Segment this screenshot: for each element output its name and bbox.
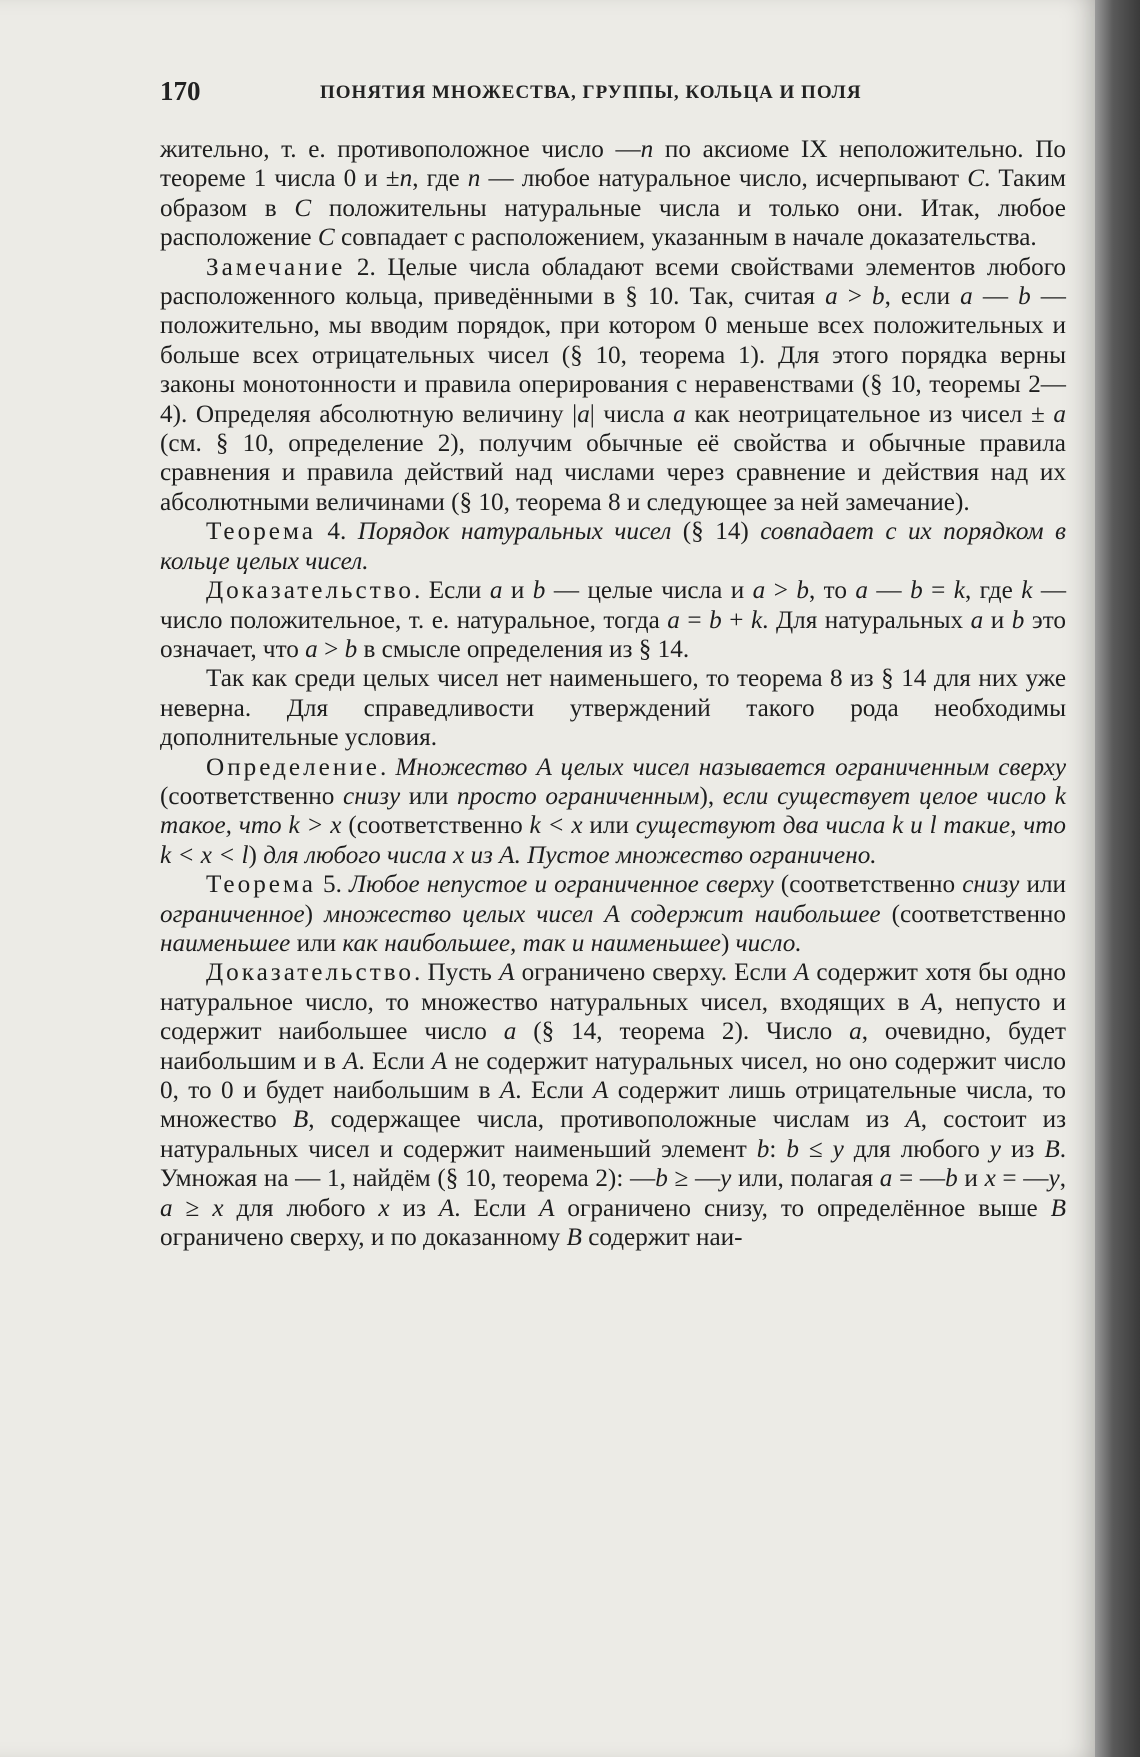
italic-run: k: [1021, 577, 1033, 605]
text-run: 5.: [315, 871, 350, 899]
text-run: из: [1000, 1135, 1045, 1163]
text-run: Так как среди целых чисел нет наименьшего, то теорема 8 из § 14 для них уже неверна. Для справедливости утверждений такого рода необходимы дополнительные условия.: [160, 665, 1066, 752]
italic-run: a: [503, 1018, 517, 1046]
text-run: содержит хотя бы одно натуральное число, то множество натуральных чисел, входящих в: [160, 959, 1066, 1016]
text-run: (§ 14): [671, 518, 761, 546]
text-run: (§ 14, теорема 2). Число: [516, 1018, 850, 1046]
italic-run: b: [1011, 606, 1025, 634]
italic-run: a: [160, 1194, 173, 1222]
text-run: — число положительное, т. е. натуральное, тогда: [160, 577, 1067, 634]
text-run: (соответственно: [880, 900, 1066, 928]
text-run: ): [248, 841, 264, 869]
text-run: или, полагая: [731, 1165, 880, 1193]
text-run: жительно, т. е. противоположное число —: [160, 136, 641, 163]
italic-run: A: [921, 988, 937, 1016]
text-run: :: [769, 1135, 787, 1163]
italic-run: C: [967, 165, 985, 193]
text-run: . Пусть: [414, 959, 500, 987]
paragraph-theorem-4: [160, 517, 1066, 576]
text-run: | числа: [589, 400, 674, 428]
text-run: как неотрицательное из чисел ±: [685, 400, 1054, 428]
italic-run: n: [640, 136, 654, 163]
italic-run: A: [431, 1047, 448, 1075]
text-run: >: [765, 577, 797, 605]
text-run: — любое натуральное число, исчерпывают: [480, 165, 968, 193]
italic-run: b: [796, 577, 809, 605]
text-run: для любого: [843, 1135, 990, 1163]
text-run: и: [983, 606, 1012, 634]
italic-run: B: [1044, 1135, 1060, 1163]
italic-run: b: [910, 577, 923, 605]
italic-run: C: [317, 224, 335, 252]
text-run: >: [317, 635, 345, 663]
text-run: (соответственно: [341, 812, 530, 840]
text-run: ≥ —: [667, 1165, 721, 1193]
italic-run: a: [1053, 400, 1066, 428]
paragraph-proof-theorem-4: [160, 576, 1066, 664]
spaced-lead-word: Теорема: [206, 518, 316, 546]
italic-run: a: [667, 606, 680, 634]
italic-run: совпадает с их порядком в кольце целых чисел.: [160, 518, 1066, 575]
paragraph-definition: [160, 753, 1066, 871]
italic-run: x: [984, 1165, 996, 1193]
italic-run: a: [305, 635, 318, 663]
italic-run: b: [872, 283, 885, 311]
text-run: совпадает с расположением, указанным в начале доказательства.: [334, 224, 1037, 252]
paragraph-proof-theorem-5: [160, 958, 1066, 1252]
text-run: 2. Целые числа обладают всеми свойствами элементов любого расположенного кольца, приведёнными в § 10. Так, считая: [160, 253, 1066, 311]
italic-run: множество целых чисел A содержит наибольшее: [324, 900, 881, 928]
spaced-lead-word: Замечание: [206, 253, 346, 281]
text-run: =: [679, 606, 710, 634]
text-run: , состоит из натуральных чисел и содержит наименьший элемент: [160, 1106, 1067, 1163]
spaced-lead-word: Определение: [206, 753, 380, 781]
italic-run: A: [438, 1194, 455, 1222]
text-run: (соответственно: [773, 871, 963, 899]
text-run: = —: [892, 1165, 946, 1193]
text-run: и: [957, 1165, 985, 1193]
text-run: =: [922, 577, 954, 605]
paragraph-remark-2: [160, 253, 1066, 518]
text-run: 4.: [315, 518, 358, 546]
italic-run: для любого числа x из A. Пустое множество ограничено.: [263, 841, 877, 869]
italic-run: k: [953, 577, 965, 605]
italic-run: y: [1048, 1165, 1060, 1193]
italic-run: k < x: [529, 812, 583, 840]
paragraph-no-least-element: [160, 664, 1066, 752]
spaced-lead-word: Доказательство: [206, 577, 415, 605]
book-binding-shadow: [1095, 0, 1140, 1757]
italic-run: A: [539, 1194, 555, 1222]
text-run: или: [582, 812, 636, 840]
text-run: . Если: [454, 1194, 540, 1222]
text-run: , где: [412, 165, 468, 193]
text-run: ≥: [172, 1194, 213, 1222]
italic-run: C: [294, 194, 312, 222]
text-run: или: [1019, 871, 1066, 899]
italic-run: существуют два числа k и l такие, что k < x < l: [160, 812, 1066, 869]
text-run: или: [290, 929, 343, 957]
text-run: . Если: [358, 1047, 432, 1075]
text-run: и: [502, 577, 533, 605]
italic-run: a: [752, 577, 766, 605]
text-run: , где: [964, 577, 1022, 605]
italic-run: b: [786, 1135, 799, 1163]
text-run: ),: [699, 782, 723, 810]
text-run: = —: [995, 1165, 1049, 1193]
text-run: положительны натуральные числа и только они. Итак, любое расположение: [160, 194, 1066, 252]
italic-run: n: [399, 165, 413, 193]
text-run: —: [972, 283, 1019, 311]
spaced-lead-word: Доказательство: [206, 959, 415, 987]
italic-run: число.: [735, 929, 802, 957]
paragraph-continuation: [160, 135, 1066, 253]
italic-run: a: [577, 400, 590, 428]
italic-run: a: [960, 283, 973, 311]
italic-run: Порядок натуральных чисел: [357, 518, 672, 546]
italic-run: A: [593, 1077, 609, 1104]
italic-run: x: [212, 1194, 224, 1222]
italic-run: B: [1050, 1194, 1066, 1222]
italic-run: B: [566, 1224, 582, 1252]
text-run: —: [867, 577, 911, 605]
italic-run: B: [292, 1106, 309, 1134]
italic-run: a: [673, 400, 686, 428]
italic-run: A: [793, 959, 810, 987]
text-run: . Таким образом в: [160, 165, 1067, 222]
text-run: .: [380, 753, 396, 781]
italic-run: k: [750, 606, 763, 634]
italic-run: a: [849, 1018, 862, 1046]
running-title: ПОНЯТИЯ МНОЖЕСТВА, ГРУППЫ, КОЛЬЦА И ПОЛЯ: [320, 82, 862, 103]
spaced-lead-word: Теорема: [206, 871, 316, 899]
page-body: [160, 135, 1066, 1252]
text-run: . Умножая на — 1, найдём (§ 10, теорема 2): —: [160, 1135, 1067, 1193]
text-run: ограничено сверху. Если: [514, 959, 794, 987]
text-run: (соответственно: [160, 782, 344, 810]
italic-run: b: [1018, 283, 1031, 311]
italic-run: n: [467, 165, 481, 193]
italic-run: A: [905, 1106, 921, 1134]
text-run: , содержащее числа, противоположные числам из: [308, 1106, 906, 1134]
italic-run: ограниченное: [160, 900, 305, 928]
italic-run: A: [499, 959, 515, 987]
italic-run: наименьшее: [160, 929, 291, 957]
text-run: >: [837, 283, 873, 311]
italic-run: y: [989, 1135, 1001, 1163]
text-run: — целые числа и: [545, 577, 753, 605]
text-run: из: [389, 1194, 439, 1222]
text-run: для любого: [223, 1194, 379, 1222]
italic-run: a: [879, 1165, 893, 1193]
text-run: или: [400, 782, 457, 810]
italic-run: a: [825, 283, 838, 311]
italic-run: снизу: [343, 782, 401, 810]
text-run: , если: [884, 283, 961, 311]
italic-run: b: [344, 635, 358, 663]
italic-run: a: [489, 577, 503, 605]
italic-run: y: [832, 1135, 844, 1163]
italic-run: x: [378, 1194, 390, 1222]
text-run: по аксиоме IX неположительно. По теореме 1 числа 0 и ±: [160, 136, 1067, 193]
text-run: . Если: [414, 577, 490, 605]
text-run: . Для натуральных: [762, 606, 971, 634]
italic-run: a: [855, 577, 868, 605]
text-run: , непусто и содержит наибольшее число: [160, 988, 1066, 1046]
italic-run: Любое непустое и ограниченное сверху: [349, 871, 774, 899]
italic-run: A: [343, 1047, 359, 1075]
italic-run: b: [655, 1165, 668, 1193]
paragraph-theorem-5: [160, 870, 1066, 958]
page-header: [160, 76, 1066, 108]
italic-run: b: [945, 1165, 958, 1193]
text-run: ≤: [798, 1135, 833, 1163]
text-run: не содержит натуральных чисел, но оно содержит число 0, то 0 и будет наибольшим в: [160, 1047, 1066, 1104]
italic-run: y: [720, 1165, 732, 1193]
text-run: . Если: [515, 1077, 594, 1104]
text-run: ): [304, 900, 325, 928]
text-run: это означает, что: [160, 606, 1066, 663]
italic-run: Множество A целых чисел называется ограниченным сверху: [395, 753, 1067, 781]
text-run: , очевидно, будет наибольшим и в: [160, 1018, 1066, 1075]
text-run: (см. § 10, определение 2), получим обычные её свойства и обычные правила сравнения и правила действий над числами через сравнение и действия над их абсолютными величинами (§ 10, теорема 8 и следующее за ней замечание).: [160, 430, 1066, 516]
text-run: содержит наи-: [581, 1224, 743, 1252]
text-run: содержит лишь отрицательные числа, то множество: [160, 1077, 1066, 1134]
page-number: 170: [160, 76, 201, 106]
italic-run: b: [709, 606, 722, 634]
text-run: ограничено снизу, то определённое выше: [554, 1194, 1051, 1222]
italic-run: как наибольшее, так и наименьшее: [342, 929, 721, 957]
text-run: ): [720, 929, 736, 957]
text-run: ограничено сверху, и по доказанному: [160, 1224, 567, 1252]
text-run: ,: [1059, 1165, 1066, 1193]
italic-run: A: [499, 1077, 516, 1104]
italic-run: просто ограниченным: [457, 782, 700, 810]
italic-run: если существует целое число k такое, что k > x: [160, 782, 1066, 840]
text-run: — положительно, мы вводим порядок, при котором 0 меньше всех положительных и больше всех отрицательных чисел (§ 10, теорема 1). Для этого порядка верны законы монотонности и правила оперирования с неравенствами (§ 10, теоремы 2—4). Определяя абсолютную величину |: [160, 283, 1066, 428]
text-run: в смысле определения из § 14.: [357, 635, 690, 663]
italic-run: снизу: [962, 871, 1020, 899]
italic-run: a: [970, 606, 984, 634]
italic-run: b: [756, 1135, 770, 1163]
text-run: +: [721, 606, 751, 634]
text-run: , то: [808, 577, 856, 605]
italic-run: b: [532, 577, 546, 605]
